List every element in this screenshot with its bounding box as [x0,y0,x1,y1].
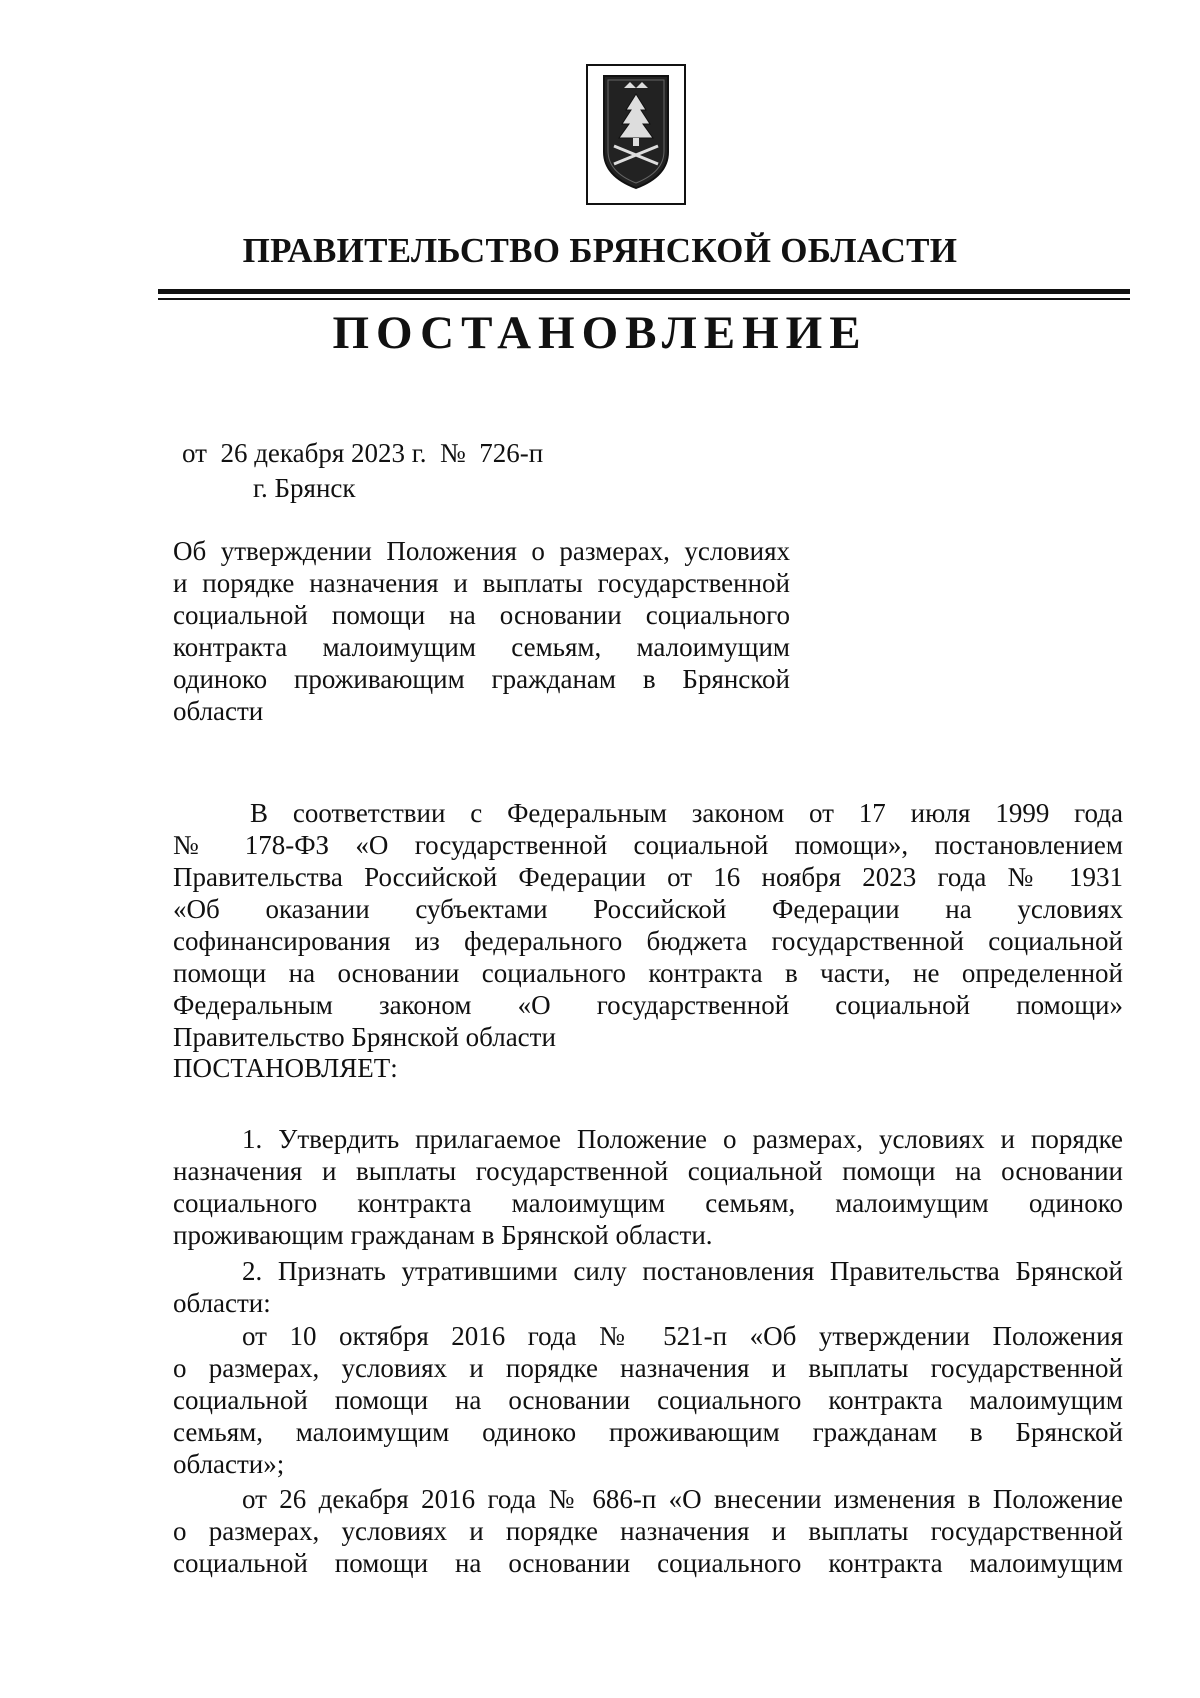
title-line: Об утверждении Положения о размерах, условиях [173,536,790,566]
repealed-act-1 [173,1320,1123,1480]
item-1-line: социального контракта малоимущим семьям, малоимущим одиноко [173,1188,1123,1218]
header-divider-thick [158,289,1130,294]
document-subject-title [173,535,790,727]
title-line: одиноко проживающим гражданам в Брянской [173,664,790,694]
preamble-line: Правительства Российской Федерации от 16 ноября 2023 года № 1931 [173,862,1123,892]
item-2-paragraph [173,1255,1123,1319]
preamble-line: «Об оказании субъектами Российской Федерации на условиях [173,894,1123,924]
item-2-line: области: [173,1288,271,1318]
repealed-act-2-line: о размерах, условиях и порядке назначения и выплаты государственной [173,1516,1123,1546]
title-line: и порядке назначения и выплаты государственной [173,568,790,598]
preamble-paragraph [173,797,1123,1053]
resolves-heading: ПОСТАНОВЛЯЕТ: [173,1053,398,1083]
preamble-line: софинансирования из федерального бюджета государственной социальной [173,926,1123,956]
preamble-line: Правительство Брянской области [173,1022,556,1052]
repealed-act-1-line: социальной помощи на основании социального контракта малоимущим [173,1385,1123,1415]
preamble-line: № 178-ФЗ «О государственной социальной помощи», постановлением [173,830,1123,860]
repealed-act-2-line: от 26 декабря 2016 года № 686-п «О внесении изменения в Положение [242,1484,1123,1514]
item-1-paragraph [173,1123,1123,1251]
document-city: г. Брянск [253,473,356,503]
item-1-line: 1. Утвердить прилагаемое Положение о размерах, условиях и порядке [242,1124,1123,1154]
item-2-line: 2. Признать утратившими силу постановления Правительства Брянской [242,1256,1123,1286]
item-1-line: назначения и выплаты государственной социальной помощи на основании [173,1156,1123,1186]
preamble-line: Федеральным законом «О государственной социальной помощи» [173,990,1123,1020]
repealed-act-2-line: социальной помощи на основании социального контракта малоимущим [173,1548,1123,1578]
repealed-act-1-line: семьям, малоимущим одиноко проживающим гражданам в Брянской [173,1417,1123,1447]
title-line: контракта малоимущим семьям, малоимущим [173,632,790,662]
document-type-heading: ПОСТАНОВЛЕНИЕ [332,307,868,359]
preamble-line: В соответствии с Федеральным законом от 17 июля 1999 года [250,798,1123,828]
document-date-number: от 26 декабря 2023 г. № 726-п [182,438,544,468]
repealed-act-1-line: от 10 октября 2016 года № 521-п «Об утверждении Положения [242,1321,1123,1351]
repealed-act-1-line: о размерах, условиях и порядке назначения и выплаты государственной [173,1353,1123,1383]
title-line: социальной помощи на основании социального [173,600,790,630]
organization-title: ПРАВИТЕЛЬСТВО БРЯНСКОЙ ОБЛАСТИ [242,231,958,270]
preamble-line: помощи на основании социального контракта в части, не определенной [173,958,1123,988]
item-1-line: проживающим гражданам в Брянской области. [173,1220,713,1250]
repealed-act-1-line: области»; [173,1449,285,1479]
repealed-act-2 [173,1483,1123,1579]
header-divider-thin [158,298,1130,300]
coat-of-arms-emblem [586,64,686,205]
title-line: области [173,696,264,726]
